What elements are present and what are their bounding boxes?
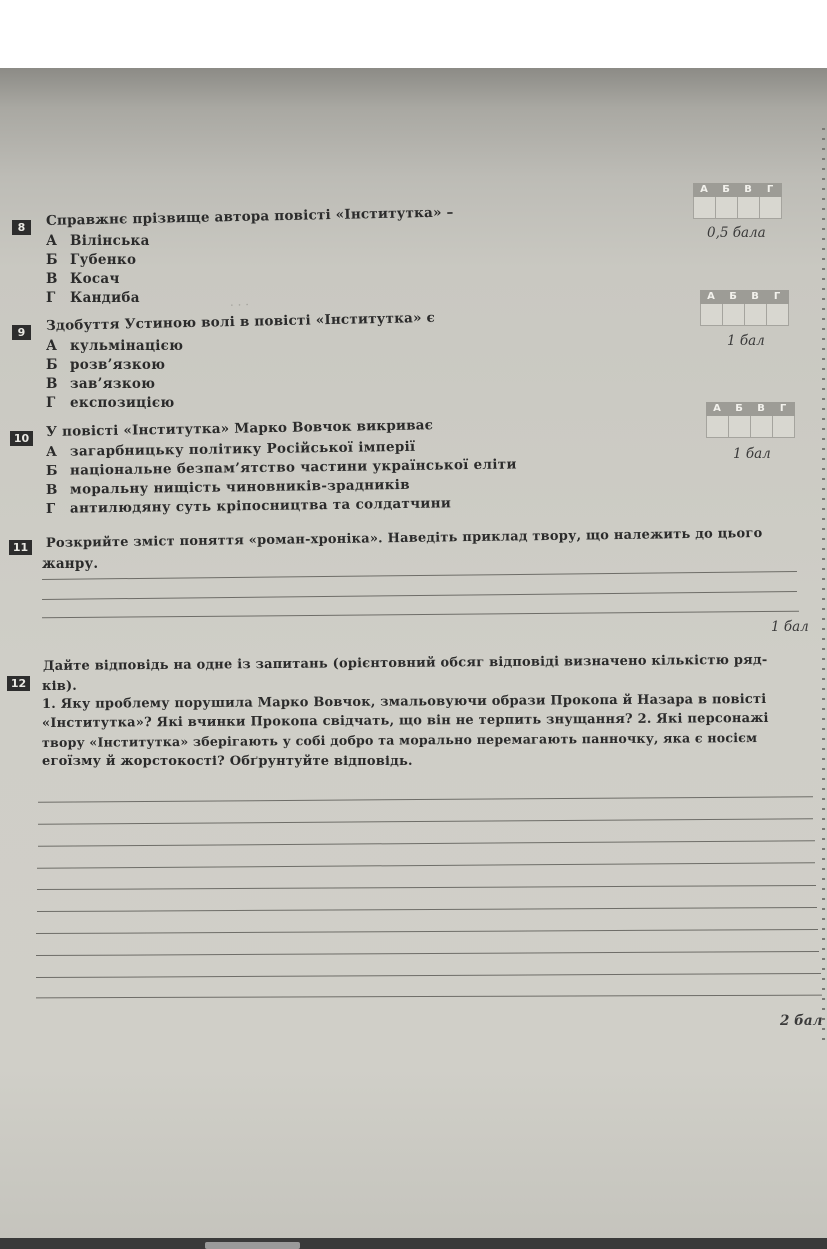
answer-cell[interactable] [729,416,751,437]
answer-cell[interactable] [707,416,729,437]
question-number-badge: 12 [7,676,30,691]
question-8-option-c[interactable]: В Косач [46,271,120,287]
answer-cell[interactable] [738,197,760,218]
question-9-option-a[interactable]: А кульмінацією [46,338,184,354]
question-10-score: 1 бал [733,446,771,462]
answer-cell[interactable] [716,197,738,218]
answer-cell[interactable] [694,197,716,218]
question-10-option-b[interactable]: Б національне безпам’ятство частини української еліти [45,456,517,479]
question-number-badge: 10 [10,431,33,446]
question-9-option-c[interactable]: В зав’язкою [46,376,156,392]
question-12-text-line-6: егоїзму й жорстокості? Обґрунтуйте відповідь. [42,754,413,769]
answer-cell[interactable] [767,304,788,325]
answer-cell[interactable] [723,304,745,325]
question-12-score: 2 бал [780,1013,823,1029]
screen-bottom-bar [0,1238,827,1249]
page-edge-perforation [822,128,825,1048]
answer-cell[interactable] [760,197,781,218]
question-8-text: Справжнє прізвище автора повісті «Інститутка» – [45,204,454,229]
question-10-option-a[interactable]: А загарбницьку політику Російської імперії [45,438,416,460]
question-12-text-line-5: твору «Інститутка» зберігають у собі добро та морально перемагають панночку, яка є носієм [41,730,758,750]
question-9-option-b[interactable]: Б розв’язкою [46,357,166,373]
question-10-option-d[interactable]: Г антилюдяну суть кріпосництва та солдатчини [45,495,452,517]
question-8-option-d[interactable]: Г Кандиба [46,290,140,306]
question-11-score: 1 бал [771,619,809,635]
question-11-text-line-1: Розкрийте зміст поняття «роман-хроніка». Наведіть приклад твору, що належить до цього [45,525,763,551]
answer-cell[interactable] [701,304,723,325]
answer-cell[interactable] [773,416,794,437]
question-number-badge: 8 [12,220,31,235]
question-11-text-line-2: жанру. [42,556,99,572]
question-number-badge: 11 [9,540,32,555]
question-12-text-line-1: Дайте відповідь на одне із запитань (орієнтовний обсяг відповіді визначено кількістю ряд- [42,652,768,674]
question-10-text: У повісті «Інститутка» Марко Вовчок викриває [45,417,434,440]
question-12-text-line-4: «Інститутка»? Які вчинки Прокопа свідчать, що він не терпить знущання? 2. Які персонажі [41,710,769,731]
scroll-handle[interactable] [205,1242,300,1249]
question-8-option-b[interactable]: Б Губенко [46,252,137,268]
answer-cell[interactable] [751,416,773,437]
question-9-option-d[interactable]: Г експозицією [46,395,175,411]
answer-cell[interactable] [745,304,767,325]
bleed-through-text: · · · [229,297,250,313]
answer-grid-9[interactable]: А Б В Г [700,290,789,326]
question-12-text-line-2: ків). [42,679,78,694]
question-12-text-line-3: 1. Яку проблему порушила Марко Вовчок, змальовуючи образи Прокопа й Назара в повісті [41,691,767,712]
question-10-option-c[interactable]: В моральну нищість чиновників-зрадників [45,476,410,498]
question-9-score: 1 бал [727,333,765,349]
question-number-badge: 9 [12,325,31,340]
answer-grid-8[interactable]: А Б В Г [693,183,782,219]
question-9-text: Здобуття Устиною волі в повісті «Інститутка» є [45,309,436,334]
question-8-option-a[interactable]: А Вілінська [46,233,150,249]
question-8-score: 0,5 бала [707,225,766,241]
answer-grid-10[interactable]: А Б В Г [706,402,795,438]
